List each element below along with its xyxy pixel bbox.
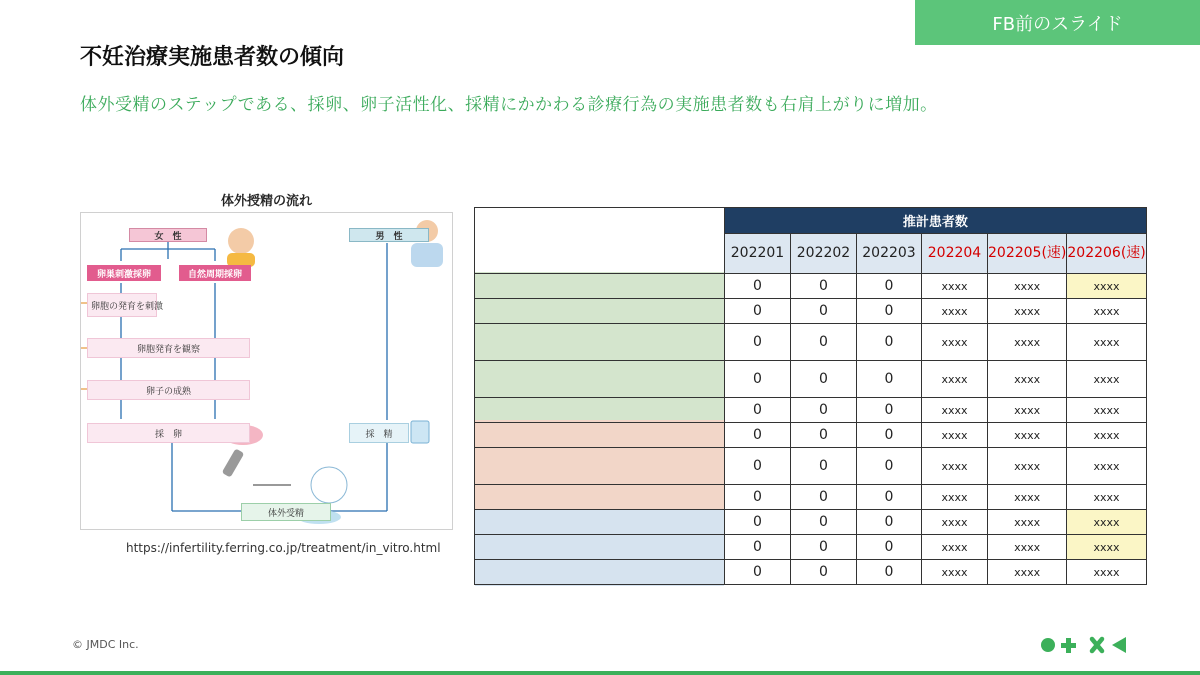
- flow-arrows: [81, 213, 454, 531]
- table-cell: xxxx: [988, 324, 1067, 361]
- ovary-stim-box: 卵巣刺激採卵: [87, 265, 161, 281]
- month-header: 202204: [922, 234, 988, 274]
- month-header: 202206(速): [1067, 234, 1146, 274]
- copyright: © JMDC Inc.: [72, 638, 139, 651]
- table-cell: xxxx: [1067, 274, 1146, 299]
- table-cell: 0: [725, 324, 791, 361]
- table-cell: 0: [857, 535, 922, 560]
- table-cell: xxxx: [988, 361, 1067, 398]
- table-cell: 0: [725, 361, 791, 398]
- table-cell: xxxx: [1067, 398, 1146, 423]
- table-cell: xxxx: [922, 299, 988, 324]
- table-cell: xxxx: [922, 361, 988, 398]
- table-cell: 0: [725, 510, 791, 535]
- table-cell: xxxx: [988, 423, 1067, 448]
- table-cell: xxxx: [1067, 324, 1146, 361]
- table-row: [475, 299, 1147, 324]
- table-cell: 0: [791, 324, 857, 361]
- blurred-row-label: [475, 423, 725, 448]
- page-title: 不妊治療実施患者数の傾向: [80, 45, 345, 70]
- table-cell: 0: [791, 361, 857, 398]
- patient-count-table: [474, 207, 1147, 585]
- blurred-row-label: [475, 324, 725, 361]
- table-cell: 0: [857, 560, 922, 585]
- table-cell: xxxx: [1067, 361, 1146, 398]
- table-cell: 0: [791, 398, 857, 423]
- table-cell: xxxx: [1067, 560, 1146, 585]
- table-cell: 0: [857, 398, 922, 423]
- table-cell: xxxx: [922, 274, 988, 299]
- table-cell: xxxx: [988, 485, 1067, 510]
- table-cell: xxxx: [922, 423, 988, 448]
- sperm-collection-box: 採 精: [349, 423, 409, 443]
- blurred-row-label: [475, 560, 725, 585]
- source-url: https://infertility.ferring.co.jp/treatment/in_vitro.html: [126, 541, 441, 555]
- blurred-row-label: [475, 398, 725, 423]
- page-subtitle: 体外受精のステップである、採卵、卵子活性化、採精にかかわる診療行為の実施患者数も右肩上がりに増加。: [80, 95, 938, 115]
- table-cell: 0: [725, 448, 791, 485]
- footer-line: [0, 671, 1200, 675]
- blurred-row-label: [475, 448, 725, 485]
- cup-icon: [411, 421, 429, 443]
- diagram-title: 体外授精の流れ: [220, 194, 312, 209]
- table-cell: 0: [725, 274, 791, 299]
- table-cell: xxxx: [922, 560, 988, 585]
- table-cell: 0: [725, 423, 791, 448]
- table-cell: 0: [791, 535, 857, 560]
- blurred-row-label: [475, 361, 725, 398]
- table-cell: 0: [725, 299, 791, 324]
- table-row: [475, 274, 1147, 299]
- follicle-stim-box: 卵胞の発育を刺激: [87, 293, 157, 317]
- table-cell: xxxx: [1067, 510, 1146, 535]
- table-cell: 0: [857, 299, 922, 324]
- table-cell: 0: [791, 510, 857, 535]
- table-cell: xxxx: [922, 398, 988, 423]
- table-cell: 0: [791, 274, 857, 299]
- table-row: [475, 485, 1147, 510]
- female-avatar-icon: [228, 228, 254, 254]
- blank-header-cell: [475, 208, 725, 274]
- table-cell: 0: [857, 510, 922, 535]
- table-cell: xxxx: [1067, 535, 1146, 560]
- blurred-row-label: [475, 485, 725, 510]
- natural-cycle-box: 自然周期採卵: [179, 265, 251, 281]
- table-cell: xxxx: [988, 560, 1067, 585]
- table-cell: xxxx: [988, 535, 1067, 560]
- table-cell: 0: [791, 299, 857, 324]
- table-cell: 0: [725, 560, 791, 585]
- table-cell: xxxx: [988, 274, 1067, 299]
- table-cell: 0: [725, 398, 791, 423]
- egg-retrieval-box: 採 卵: [87, 423, 250, 443]
- slide-tag: FB前のスライド: [915, 0, 1200, 45]
- table-cell: xxxx: [922, 485, 988, 510]
- group-header: 推計患者数: [725, 208, 1147, 234]
- blurred-row-label: [475, 274, 725, 299]
- table-cell: xxxx: [1067, 448, 1146, 485]
- table-cell: 0: [857, 485, 922, 510]
- table-row: [475, 398, 1147, 423]
- female-label: 女 性: [129, 228, 207, 242]
- table-row: [475, 510, 1147, 535]
- table-cell: 0: [857, 448, 922, 485]
- table-row: [475, 535, 1147, 560]
- table-cell: 0: [725, 535, 791, 560]
- follicle-watch-box: 卵胞発育を観察: [87, 338, 250, 358]
- month-header: 202203: [857, 234, 922, 274]
- table-cell: 0: [857, 361, 922, 398]
- male-label: 男 性: [349, 228, 429, 242]
- table-cell: 0: [791, 485, 857, 510]
- blurred-row-label: [475, 535, 725, 560]
- table-row: [475, 560, 1147, 585]
- egg-mature-box: 卵子の成熟: [87, 380, 250, 400]
- table-cell: xxxx: [922, 535, 988, 560]
- table-cell: xxxx: [922, 448, 988, 485]
- table-row: [475, 448, 1147, 485]
- table-cell: 0: [725, 485, 791, 510]
- table-row: [475, 423, 1147, 448]
- table-cell: 0: [857, 274, 922, 299]
- table-row: [475, 324, 1147, 361]
- month-header: 202205(速): [988, 234, 1067, 274]
- table-cell: xxxx: [1067, 299, 1146, 324]
- table-cell: 0: [791, 448, 857, 485]
- blurred-row-label: [475, 510, 725, 535]
- table-cell: 0: [857, 423, 922, 448]
- month-header: 202202: [791, 234, 857, 274]
- table-cell: 0: [791, 423, 857, 448]
- table-cell: xxxx: [922, 324, 988, 361]
- table-cell: xxxx: [988, 510, 1067, 535]
- table-cell: xxxx: [988, 299, 1067, 324]
- ivf-flow-diagram: [80, 212, 453, 530]
- table-row: [475, 361, 1147, 398]
- table-cell: xxxx: [1067, 485, 1146, 510]
- table-cell: xxxx: [1067, 423, 1146, 448]
- microscope-view-icon: [311, 467, 347, 503]
- table-cell: xxxx: [922, 510, 988, 535]
- table-cell: xxxx: [988, 448, 1067, 485]
- blurred-row-label: [475, 299, 725, 324]
- table-cell: 0: [857, 324, 922, 361]
- month-header: 202201: [725, 234, 791, 274]
- ivf-box: 体外受精: [241, 503, 331, 521]
- table-cell: xxxx: [988, 398, 1067, 423]
- table-cell: 0: [791, 560, 857, 585]
- jmdc-logo-icon: [1040, 634, 1130, 656]
